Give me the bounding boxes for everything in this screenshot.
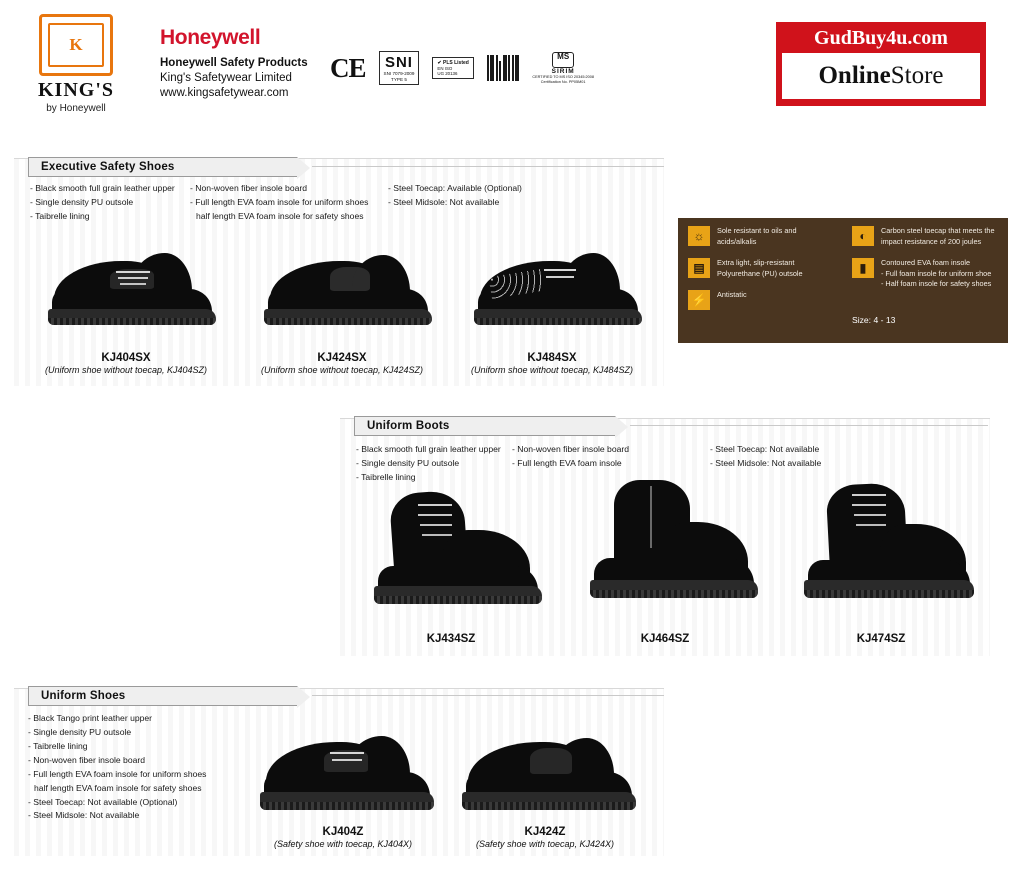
- kings-brand-tagline: by Honeywell: [46, 103, 106, 114]
- feature-text-2: Antistatic: [717, 290, 747, 300]
- crown-letter: K: [69, 35, 83, 54]
- steel-toecap-icon: ◐: [852, 226, 874, 246]
- product-label-kj424sx: KJ424SX (Uniform shoe without toecap, KJ424SZ): [260, 352, 424, 375]
- certification-marks: [330, 44, 594, 92]
- product-label-kj474sz: KJ474SZ: [856, 633, 906, 645]
- feature-steel-toecap: [852, 226, 998, 247]
- section1-specs-col3: - Steel Toecap: Available (Optional) - Steel Midsole: Not available: [388, 183, 522, 207]
- store-name-rest: Store: [890, 62, 944, 89]
- honeywell-website: www.kingsafetywear.com: [160, 87, 289, 99]
- store-name-bold: Online: [818, 62, 891, 89]
- feature-eva-insole: [852, 258, 998, 290]
- section3-title-tab: Uniform Shoes: [28, 686, 298, 706]
- feature-text-3: Carbon steel toecap that meets the impact resistance of 200 joules: [880, 226, 995, 246]
- honeywell-wordmark: Honeywell: [160, 26, 261, 49]
- feature-text-1: Extra light, slip-resistant Polyurethane (PU) outsole: [717, 258, 803, 278]
- product-label-kj434sz: KJ434SZ: [426, 633, 476, 645]
- feature-oil-resistant: [688, 226, 836, 247]
- section1-specs-col2: - Non-woven fiber insole board - Full length EVA foam insole for uniform shoes half length EVA foam insole for safety shoes: [190, 183, 369, 221]
- product-label-kj484sx: KJ484SX (Uniform shoe without toecap, KJ484SZ): [470, 352, 634, 375]
- section2-specs-col3: - Steel Toecap: Not available - Steel Midsole: Not available: [710, 444, 822, 468]
- store-name-box: [782, 53, 980, 99]
- product-label-kj464sz: KJ464SZ: [640, 633, 690, 645]
- section3-rule: [312, 695, 664, 696]
- sirim-logo-icon: MS: [552, 52, 574, 68]
- kings-brand-logo: [18, 14, 134, 118]
- size-range-label: Size: 4 - 13: [851, 314, 896, 325]
- product-image-kj474sz: [786, 478, 976, 626]
- antistatic-icon: ⚡: [688, 290, 710, 310]
- sni-mark-sub: SNI 7079-2009 TYPE 5: [383, 71, 415, 82]
- product-image-kj434sz: [356, 486, 546, 626]
- section2-rule: [630, 425, 988, 426]
- features-panel: [678, 218, 1008, 343]
- pls-listed-icon: ✔ PLS Listed EN ISO UG 20136: [432, 57, 473, 80]
- feature-text-4: Contoured EVA foam insole - Full foam insole for uniform shoe - Half foam insole for safety shoes: [880, 258, 992, 289]
- section2-specs-col1: - Black smooth full grain leather upper - Single density PU outsole - Taibrelle lining: [356, 444, 501, 482]
- feature-text-0: Sole resistant to oils and acids/alkalis: [717, 226, 797, 246]
- eva-insole-icon: ▮: [852, 258, 874, 278]
- section1-rule: [312, 166, 664, 167]
- section1-title-tab: Executive Safety Shoes: [28, 157, 298, 177]
- product-label-kj404sx: KJ404SX (Uniform shoe without toecap, KJ404SZ): [44, 352, 208, 375]
- honeywell-division: Honeywell Safety Products: [160, 57, 308, 69]
- product-label-kj404z: KJ404Z (Safety shoe with toecap, KJ404X): [273, 826, 413, 849]
- sirim-mark-icon: MS SIRIM CERTIFIED TO MS ISO 20345:2008 Certification No. PP05M01: [532, 52, 594, 84]
- honeywell-company: King's Safetywear Limited: [160, 72, 292, 84]
- ce-mark-icon: CE: [330, 52, 366, 83]
- product-image-kj424sx: [252, 245, 432, 345]
- section3-specs-col1: - Black Tango print leather upper - Single density PU outsole - Taibrelle lining - Non-woven fiber insole board - Full length EVA foam insole for uniform shoes half length EVA foam insole for safety shoes - Steel Toecap: Not available (Optional) - Steel Midsole: Not available: [28, 713, 207, 821]
- feature-antistatic: [688, 290, 836, 310]
- section2-title-tab: Uniform Boots: [354, 416, 616, 436]
- feature-pu-outsole: [688, 258, 836, 279]
- pu-outsole-icon: ▤: [688, 258, 710, 278]
- section2-specs-col2: - Non-woven fiber insole board - Full length EVA foam insole: [512, 444, 630, 468]
- oil-resistant-icon: ☼: [688, 226, 710, 246]
- page-header: [0, 0, 1024, 128]
- product-image-kj404z: [248, 730, 438, 830]
- crown-icon: [39, 14, 113, 76]
- section1-specs-col1: - Black smooth full grain leather upper - Single density PU outsole - Taibrelle lining: [30, 183, 175, 221]
- product-image-kj484sx: [462, 245, 642, 345]
- australian-standard-icon: [487, 55, 520, 81]
- store-domain: GudBuy4u.com: [814, 27, 948, 49]
- product-image-kj424z: [450, 730, 640, 830]
- product-image-kj404sx: [36, 245, 216, 345]
- online-store-banner[interactable]: [776, 22, 986, 106]
- product-image-kj464sz: [570, 474, 760, 624]
- kings-brand-name: KING'S: [37, 79, 115, 101]
- sni-mark-icon: SNI SNI 7079-2009 TYPE 5: [379, 51, 420, 85]
- product-label-kj424z: KJ424Z (Safety shoe with toecap, KJ424X): [475, 826, 615, 849]
